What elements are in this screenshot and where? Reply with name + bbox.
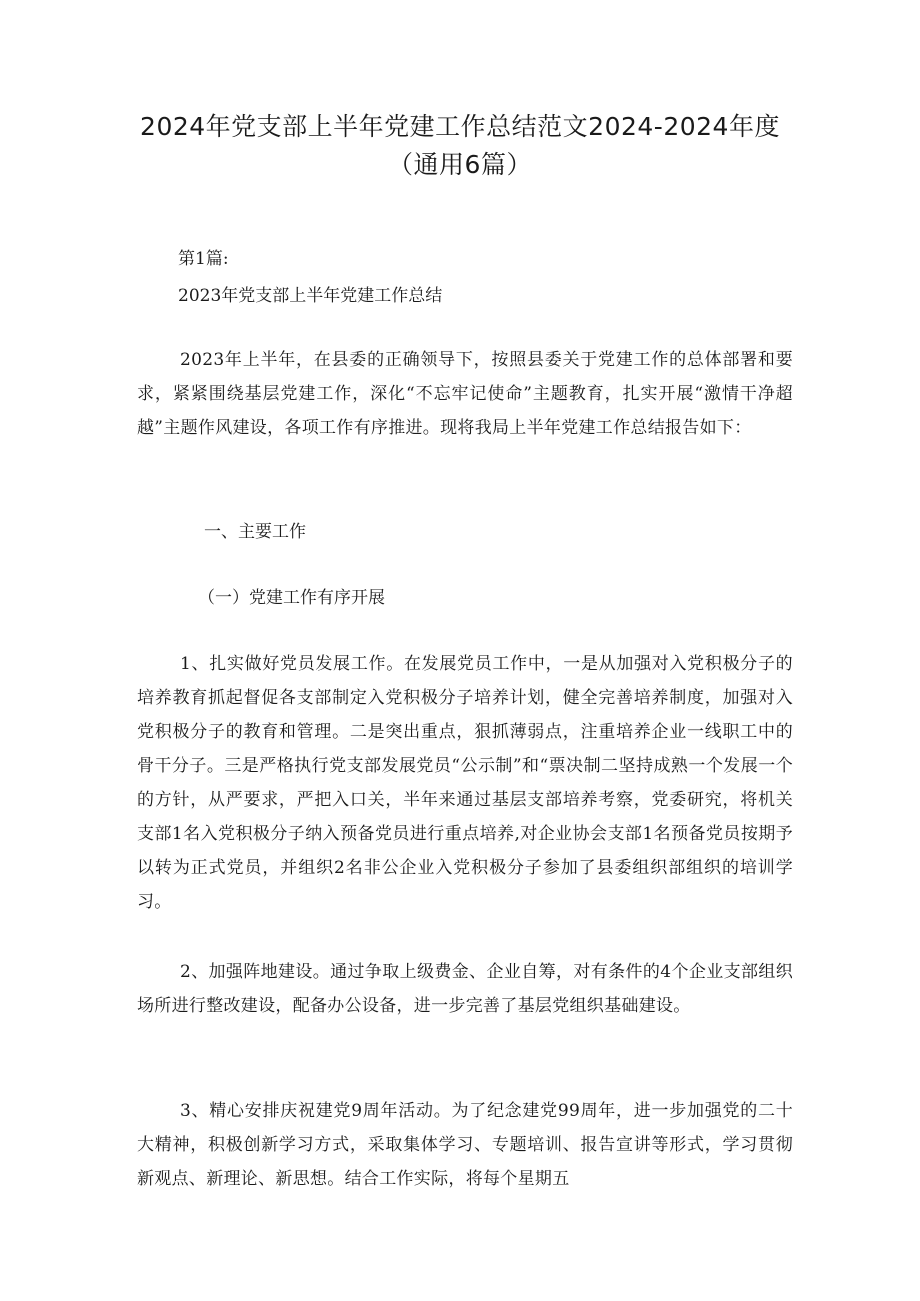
section-heading: 一、主要工作 [204,522,306,542]
paragraph-anniversary-activities: 3、精心安排庆祝建党9周年活动。为了纪念建党99周年，进一步加强党的二十大精神，积极创新学习方式，采取集体学习、专题培训、报告宣讲等形式，学习贯彻新观点、新理论、新思想。结合工作实际，将每个星期五 [137,1101,793,1189]
article-title: 2023年党支部上半年党建工作总结 [178,286,443,306]
title-line-2: （通用6篇） [388,150,532,179]
subsection-heading: （一）党建工作有序开展 [198,588,385,608]
paragraph-party-member-development: 1、扎实做好党员发展工作。在发展党员工作中，一是从加强对入党积极分子的培养教育抓起督促各支部制定入党积极分子培养计划，健全完善培养制度，加强对入党积极分子的教育和管理。二是突出重点，狠抓薄弱点，注重培养企业一线职工中的骨干分子。三是严格执行党支部发展党员“公示制”和“票决制二坚持成熟一个发展一个的方针，从严要求，严把入口关，半年来通过基层支部培养考察，党委研究，将机关支部1名入党积极分子纳入预备党员进行重点培养,对企业协会支部1名预备党员按期予以转为正式党员，并组织2名非公企业入党积极分子参加了县委组织部组织的培训学习。 [137,654,793,912]
paragraph-position-construction: 2、加强阵地建设。通过争取上级费金、企业自筹，对有条件的4个企业支部组织场所进行整改建设，配备办公设备，进一步完善了基层党组织基础建设。 [137,962,793,1016]
article-label: 第1篇: [178,249,229,269]
intro-paragraph: 2023年上半年，在县委的正确领导下，按照县委关于党建工作的总体部署和要求，紧紧围绕基层党建工作，深化“不忘牢记使命”主题教育，扎实开展“激情干净超越”主题作风建设，各项工作有序推进。现将我局上半年党建工作总结报告如下： [137,350,793,438]
title-line-1: 2024年党支部上半年党建工作总结范文2024-2024年度 [140,112,780,141]
document-title [130,108,790,184]
